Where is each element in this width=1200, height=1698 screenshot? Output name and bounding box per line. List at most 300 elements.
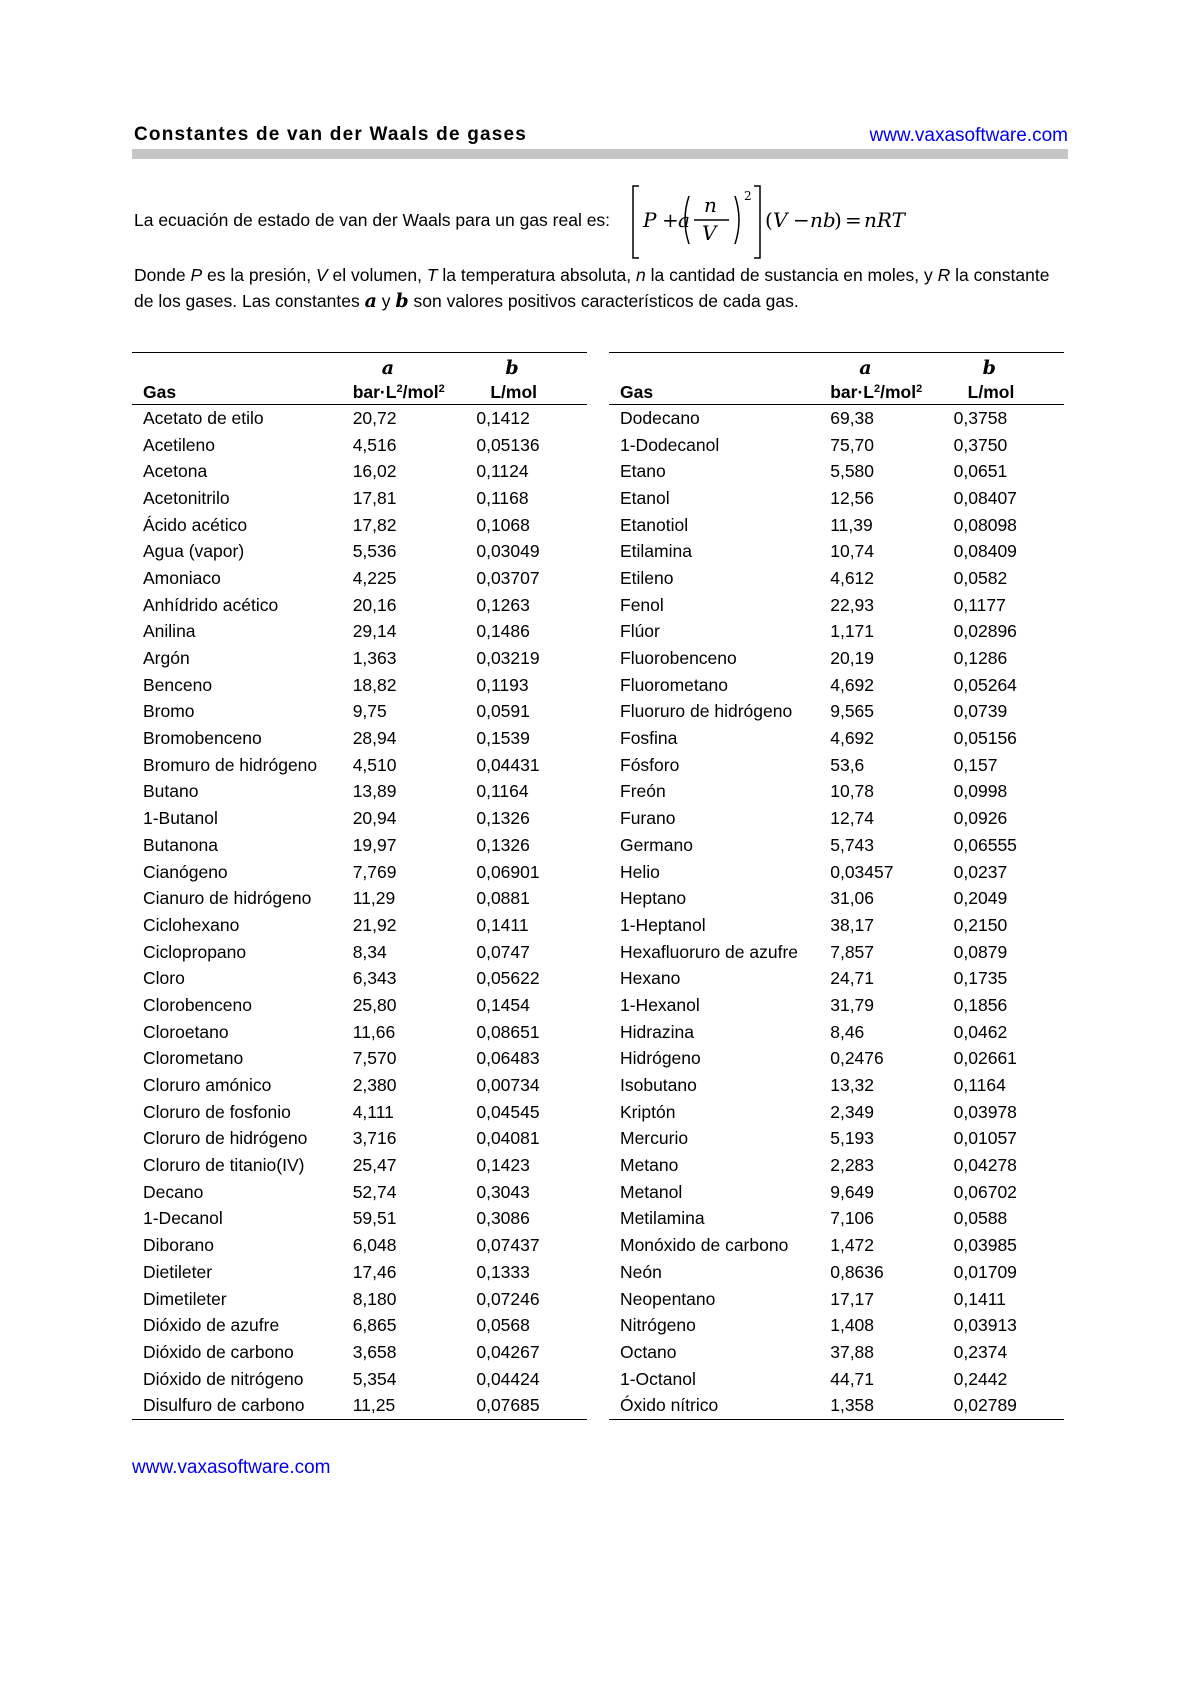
gas-name-cell: Dióxido de azufre: [143, 1315, 280, 1336]
gas-name-cell: Dióxido de nitrógeno: [143, 1368, 304, 1389]
table-row: [132, 1206, 587, 1233]
svg-text:n: n: [704, 193, 717, 217]
table-row: [132, 1152, 587, 1179]
b-value-cell: 0,2374: [953, 1341, 1008, 1362]
header-b-symbol: b: [982, 357, 996, 379]
var-r: R: [937, 265, 951, 285]
desc-text-5: la cantidad de sustancia en moles, y: [645, 265, 938, 285]
a-value-cell: 12,74: [830, 808, 875, 829]
table-row: [132, 432, 587, 459]
table-row: [132, 965, 587, 992]
table-row: [132, 912, 587, 939]
b-value-cell: 0,02789: [953, 1392, 1064, 1419]
b-value-cell: 0,3043: [476, 1181, 530, 1202]
table-row: [132, 485, 587, 512]
svg-text:nb: nb: [810, 208, 836, 232]
a-value-cell: 11,29: [352, 888, 396, 909]
gas-name-cell: 1-Heptanol: [620, 914, 706, 935]
gas-name-cell: Isobutano: [620, 1075, 697, 1096]
table-row: [609, 1339, 1064, 1366]
table-row: [609, 1366, 1064, 1393]
table-row: [132, 1339, 587, 1366]
table-row: [132, 1019, 587, 1046]
b-value-cell: 0,157: [953, 754, 998, 775]
table-row: [609, 1286, 1064, 1313]
gas-name-cell: Hidrazina: [620, 1021, 694, 1042]
b-value-cell: 0,04424: [476, 1368, 540, 1389]
header-a-unit: $bar\cdot L^2/mol^2$: [829, 379, 952, 405]
b-value-cell: 0,07685: [475, 1392, 587, 1419]
svg-text:): ): [834, 208, 842, 232]
gas-name-cell: Butanona: [143, 834, 218, 855]
a-value-cell: 44,71: [830, 1368, 875, 1389]
table-row: [132, 1072, 587, 1099]
a-value-cell: 2,283: [830, 1155, 875, 1176]
a-value-cell: 13,32: [830, 1075, 875, 1096]
gas-name-cell: 1-Decanol: [143, 1208, 223, 1229]
a-value-cell: 17,81: [352, 487, 397, 508]
a-value-cell: 19,97: [352, 834, 397, 855]
gas-name-cell: Disulfuro de carbono: [132, 1392, 352, 1419]
header-a-unit: $bar\cdot L^2/mol^2$: [352, 379, 476, 405]
a-value-cell: 22,93: [830, 594, 875, 615]
gas-name-cell: Hexafluoruro de azufre: [620, 941, 799, 962]
gas-name-cell: Acetato de etilo: [143, 407, 264, 428]
table-row: [132, 752, 587, 779]
gas-name-cell: Cianógeno: [143, 861, 228, 882]
a-value-cell: 17,82: [352, 514, 397, 535]
var-t: T: [426, 265, 438, 285]
a-value-cell: 38,17: [830, 914, 875, 935]
a-value-cell: 7,857: [830, 941, 875, 962]
table-row: [132, 992, 587, 1019]
gas-name-cell: Dietileter: [143, 1261, 213, 1282]
desc-text-7: y: [376, 291, 396, 311]
gas-name-cell: Acetona: [143, 461, 208, 482]
table-row: [132, 458, 587, 485]
gas-table-right: [609, 352, 1064, 1420]
b-value-cell: 0,3750: [953, 434, 1008, 455]
a-value-cell: 17,46: [352, 1261, 397, 1282]
a-value-cell: 20,19: [830, 648, 875, 669]
b-value-cell: 0,0998: [953, 781, 1008, 802]
table-row: [609, 1232, 1064, 1259]
table-row: [132, 939, 587, 966]
a-value-cell: 13,89: [352, 781, 397, 802]
a-value-cell: 9,649: [830, 1181, 875, 1202]
b-value-cell: 0,0591: [476, 701, 530, 722]
gas-name-cell: Bromo: [143, 701, 195, 722]
a-value-cell: 8,180: [352, 1288, 397, 1309]
a-value-cell: 11,39: [830, 514, 873, 535]
b-value-cell: 0,1411: [953, 1288, 1006, 1309]
table-row: [609, 619, 1064, 646]
gas-name-cell: Benceno: [143, 674, 213, 695]
gas-name-cell: Flúor: [620, 621, 660, 642]
gas-name-cell: Cloroetano: [143, 1021, 229, 1042]
table-row: [132, 1179, 587, 1206]
table-row: [132, 1286, 587, 1313]
b-value-cell: 0,0462: [953, 1021, 1008, 1042]
gas-name-cell: Dimetileter: [143, 1288, 227, 1309]
gas-name-cell: Fosfina: [620, 728, 678, 749]
b-value-cell: 0,0879: [953, 941, 1008, 962]
gas-name-cell: Clorobenceno: [143, 994, 252, 1015]
footer-site-link[interactable]: www.vaxasoftware.com: [132, 1457, 331, 1478]
b-value-cell: 0,05264: [953, 674, 1017, 695]
gas-table-left: [132, 352, 587, 1420]
a-value-cell: 21,92: [352, 914, 397, 935]
gas-name-cell: Cloruro amónico: [143, 1075, 272, 1096]
a-value-cell: 1,171: [830, 621, 875, 642]
table-row: [609, 1152, 1064, 1179]
b-value-cell: 0,1168: [476, 487, 529, 508]
a-value-cell: 0,8636: [830, 1261, 884, 1282]
b-value-cell: 0,1454: [476, 994, 530, 1015]
b-value-cell: 0,04278: [953, 1155, 1017, 1176]
table-row: [132, 1046, 587, 1073]
a-value-cell: 3,658: [352, 1341, 397, 1362]
b-value-cell: 0,2049: [953, 888, 1008, 909]
gas-name-cell: Cloruro de hidrógeno: [143, 1128, 308, 1149]
table-row: [132, 1392, 587, 1419]
equation-lead-text: La ecuación de estado de van der Waals para un gas real es:: [134, 210, 611, 230]
table-row: [132, 805, 587, 832]
gas-name-cell: Neopentano: [620, 1288, 716, 1309]
header-divider-bar: [132, 149, 1068, 159]
b-value-cell: 0,1539: [476, 728, 530, 749]
table-row: [609, 779, 1064, 806]
gas-name-cell: Etano: [620, 461, 666, 482]
a-value-cell: 1,363: [352, 648, 397, 669]
header-gas: Gas: [609, 379, 829, 405]
b-value-cell: 0,00734: [476, 1075, 540, 1096]
b-value-cell: 0,0237: [953, 861, 1008, 882]
table-row: [132, 405, 587, 432]
b-value-cell: 0,04081: [476, 1128, 540, 1149]
gas-name-cell: Octano: [620, 1341, 677, 1362]
a-value-cell: 6,048: [352, 1235, 397, 1256]
gas-name-cell: Agua (vapor): [143, 541, 245, 562]
gas-name-cell: Hidrógeno: [620, 1048, 701, 1069]
table-row: [609, 1392, 1064, 1419]
table-row: [609, 939, 1064, 966]
table-row: [609, 699, 1064, 726]
header-a-symbol: a: [381, 357, 395, 379]
gas-name-cell: Decano: [143, 1181, 204, 1202]
table-row: [609, 1072, 1064, 1099]
a-value-cell: 53,6: [830, 754, 865, 775]
b-value-cell: 0,0588: [953, 1208, 1008, 1229]
a-value-cell: 4,111: [352, 1101, 394, 1122]
table-row: [132, 1259, 587, 1286]
b-value-cell: 0,1411: [476, 914, 529, 935]
desc-text-6: la constante de los gases. Las constantes: [134, 265, 1050, 311]
table-row: [132, 672, 587, 699]
table-row: [132, 699, 587, 726]
table-row: [609, 912, 1064, 939]
b-value-cell: 0,03913: [953, 1315, 1017, 1336]
table-row: [609, 725, 1064, 752]
b-value-cell: 0,08098: [953, 514, 1017, 535]
intro-description: [134, 262, 1064, 314]
b-value-cell: 0,1856: [953, 994, 1008, 1015]
b-value-cell: 0,08409: [953, 541, 1017, 562]
a-value-cell: 4,510: [352, 754, 397, 775]
b-value-cell: 0,06555: [953, 834, 1017, 855]
a-value-cell: 69,38: [830, 407, 875, 428]
b-value-cell: 0,07437: [476, 1235, 540, 1256]
a-value-cell: 9,75: [352, 701, 387, 722]
var-p: P: [190, 265, 203, 285]
page-header: [132, 124, 1068, 146]
a-value-cell: 75,70: [830, 434, 875, 455]
a-value-cell: 20,16: [352, 594, 397, 615]
b-value-cell: 0,04267: [476, 1341, 540, 1362]
table-row: [609, 992, 1064, 1019]
gas-name-cell: Ciclopropano: [143, 941, 247, 962]
a-value-cell: 5,743: [830, 834, 875, 855]
b-value-cell: 0,07246: [476, 1288, 540, 1309]
gas-name-cell: Butano: [143, 781, 199, 802]
gas-name-cell: Metanol: [620, 1181, 683, 1202]
gas-name-cell: Helio: [620, 861, 660, 882]
gas-name-cell: 1-Butanol: [143, 808, 218, 829]
table-row: [132, 779, 587, 806]
table-row: [132, 859, 587, 886]
a-value-cell: 10,78: [830, 781, 875, 802]
a-value-cell: 8,34: [352, 941, 387, 962]
gas-name-cell: Cianuro de hidrógeno: [143, 888, 312, 909]
a-value-cell: 2,349: [830, 1101, 875, 1122]
gas-name-cell: Cloruro de fosfonio: [143, 1101, 291, 1122]
equation-line: [132, 182, 1068, 262]
b-value-cell: 0,0926: [953, 808, 1008, 829]
var-v: V: [315, 265, 328, 285]
svg-text:V: V: [773, 208, 788, 232]
table-row: [132, 1366, 587, 1393]
a-value-cell: 7,769: [352, 861, 397, 882]
table-row: [609, 512, 1064, 539]
table-row: [609, 1019, 1064, 1046]
gas-name-cell: Acetileno: [143, 434, 215, 455]
a-value-cell: 1,358: [829, 1392, 952, 1419]
a-value-cell: 1,472: [830, 1235, 875, 1256]
table-row: [132, 1099, 587, 1126]
gas-name-cell: Mercurio: [620, 1128, 689, 1149]
b-value-cell: 0,1193: [476, 674, 529, 695]
a-value-cell: 10,74: [830, 541, 875, 562]
b-value-cell: 0,0747: [476, 941, 530, 962]
a-value-cell: 31,06: [830, 888, 875, 909]
table-header-units: [609, 379, 1064, 405]
b-value-cell: 0,1735: [953, 968, 1008, 989]
header-site-link[interactable]: www.vaxasoftware.com: [869, 125, 1068, 146]
svg-text:=: =: [845, 208, 862, 232]
gas-name-cell: Metano: [620, 1155, 679, 1176]
gas-name-cell: Acetonitrilo: [143, 487, 230, 508]
table-row: [132, 1126, 587, 1153]
table-row: [132, 512, 587, 539]
table-row: [132, 645, 587, 672]
gas-name-cell: Dodecano: [620, 407, 700, 428]
gas-name-cell: 1-Dodecanol: [620, 434, 720, 455]
b-value-cell: 0,02896: [953, 621, 1017, 642]
table-row: [609, 805, 1064, 832]
a-value-cell: 16,02: [352, 461, 397, 482]
a-value-cell: 12,56: [830, 487, 875, 508]
b-value-cell: 0,1326: [476, 808, 530, 829]
gas-name-cell: Bromuro de hidrógeno: [143, 754, 318, 775]
a-value-cell: 29,14: [352, 621, 397, 642]
b-value-cell: 0,1326: [476, 834, 530, 855]
a-value-cell: 52,74: [352, 1181, 397, 1202]
b-value-cell: 0,03707: [476, 567, 540, 588]
desc-text-3: el volumen,: [327, 265, 427, 285]
b-value-cell: 0,03978: [953, 1101, 1017, 1122]
b-value-cell: 0,08407: [953, 487, 1017, 508]
table-row: [132, 1232, 587, 1259]
a-value-cell: 2,380: [352, 1075, 397, 1096]
table-row: [609, 672, 1064, 699]
gas-name-cell: Heptano: [620, 888, 687, 909]
a-value-cell: 17,17: [830, 1288, 875, 1309]
table-row: [609, 752, 1064, 779]
table-row: [609, 405, 1064, 432]
gas-name-cell: Furano: [620, 808, 676, 829]
b-value-cell: 0,1164: [476, 781, 529, 802]
a-value-cell: 20,72: [352, 407, 397, 428]
b-value-cell: 0,04545: [476, 1101, 540, 1122]
a-value-cell: 11,25: [352, 1392, 476, 1419]
gas-name-cell: Amoniaco: [143, 567, 221, 588]
gas-name-cell: Monóxido de carbono: [620, 1235, 789, 1256]
b-value-cell: 0,01709: [953, 1261, 1017, 1282]
b-value-cell: 0,0651: [953, 461, 1008, 482]
table-row: [609, 859, 1064, 886]
a-value-cell: 4,612: [830, 567, 875, 588]
svg-text:+: +: [662, 208, 679, 232]
gas-name-cell: Óxido nítrico: [609, 1392, 829, 1419]
gas-name-cell: Fluoruro de hidrógeno: [620, 701, 793, 722]
desc-text-2: es la presión,: [202, 265, 316, 285]
b-value-cell: 0,01057: [953, 1128, 1017, 1149]
b-value-cell: 0,06702: [953, 1181, 1017, 1202]
gas-name-cell: Ciclohexano: [143, 914, 240, 935]
a-value-cell: 24,71: [830, 968, 875, 989]
a-value-cell: 20,94: [352, 808, 397, 829]
a-value-cell: 5,193: [830, 1128, 875, 1149]
header-gas: Gas: [132, 379, 352, 405]
a-value-cell: 7,570: [352, 1048, 397, 1069]
intro-section: [132, 182, 1068, 312]
gas-name-cell: Metilamina: [620, 1208, 705, 1229]
a-value-cell: 25,80: [352, 994, 397, 1015]
b-value-cell: 0,1286: [953, 648, 1008, 669]
b-value-cell: 0,0739: [953, 701, 1008, 722]
gas-name-cell: Nitrógeno: [620, 1315, 696, 1336]
b-value-cell: 0,1164: [953, 1075, 1006, 1096]
table-row: [132, 1312, 587, 1339]
gas-name-cell: Kriptón: [620, 1101, 676, 1122]
table-row: [609, 645, 1064, 672]
b-value-cell: 0,03985: [953, 1235, 1017, 1256]
b-value-cell: 0,1263: [476, 594, 530, 615]
gas-name-cell: Dióxido de carbono: [143, 1341, 294, 1362]
van-der-waals-equation: [629, 182, 1069, 262]
table-row: [132, 565, 587, 592]
table-row: [609, 1312, 1064, 1339]
b-value-cell: 0,05136: [476, 434, 540, 455]
gas-name-cell: Fluorobenceno: [620, 648, 737, 669]
a-value-cell: 4,225: [352, 567, 397, 588]
gas-name-cell: Cloruro de titanio(IV): [143, 1155, 305, 1176]
a-value-cell: 5,354: [352, 1368, 397, 1389]
b-value-cell: 0,1177: [953, 594, 1006, 615]
a-value-cell: 4,516: [352, 434, 397, 455]
gas-name-cell: 1-Octanol: [620, 1368, 696, 1389]
b-value-cell: 0,3758: [953, 407, 1008, 428]
table-row: [609, 965, 1064, 992]
b-value-cell: 0,2442: [953, 1368, 1008, 1389]
table-row: [609, 565, 1064, 592]
b-value-cell: 0,03219: [476, 648, 540, 669]
a-value-cell: 4,692: [830, 674, 875, 695]
a-value-cell: 11,66: [352, 1021, 396, 1042]
b-value-cell: 0,1124: [476, 461, 529, 482]
table-row: [609, 592, 1064, 619]
b-value-cell: 0,3086: [476, 1208, 530, 1229]
b-value-cell: 0,06901: [476, 861, 540, 882]
a-value-cell: 3,716: [352, 1128, 397, 1149]
header-a-symbol: a: [859, 357, 872, 379]
svg-text:V: V: [702, 221, 717, 245]
a-value-cell: 4,692: [830, 728, 875, 749]
gas-name-cell: Germano: [620, 834, 693, 855]
svg-text:(: (: [765, 208, 773, 232]
a-value-cell: 28,94: [352, 728, 397, 749]
a-value-cell: 0,2476: [830, 1048, 884, 1069]
table-row: [609, 1099, 1064, 1126]
gas-name-cell: 1-Hexanol: [620, 994, 700, 1015]
a-value-cell: 9,565: [830, 701, 875, 722]
b-value-cell: 0,06483: [476, 1048, 540, 1069]
a-value-cell: 18,82: [352, 674, 397, 695]
a-value-cell: 8,46: [830, 1021, 865, 1042]
svg-text:nRT: nRT: [864, 208, 905, 232]
gas-name-cell: Anhídrido acético: [143, 594, 279, 615]
table-row: [609, 485, 1064, 512]
b-value-cell: 0,02661: [953, 1048, 1017, 1069]
a-value-cell: 1,408: [830, 1315, 875, 1336]
a-value-cell: 37,88: [830, 1341, 875, 1362]
var-n: n: [636, 265, 646, 285]
b-value-cell: 0,0568: [476, 1315, 530, 1336]
table-row: [609, 458, 1064, 485]
gas-name-cell: Anilina: [143, 621, 196, 642]
gas-name-cell: Etanol: [620, 487, 670, 508]
table-row: [132, 725, 587, 752]
const-b: b: [395, 290, 409, 312]
gas-name-cell: Etileno: [620, 567, 674, 588]
table-row: [609, 1046, 1064, 1073]
a-value-cell: 5,580: [830, 461, 875, 482]
table-row: [609, 432, 1064, 459]
table-header-symbols: [132, 353, 587, 380]
table-row: [609, 885, 1064, 912]
a-value-cell: 31,79: [830, 994, 875, 1015]
a-value-cell: 6,343: [352, 968, 397, 989]
